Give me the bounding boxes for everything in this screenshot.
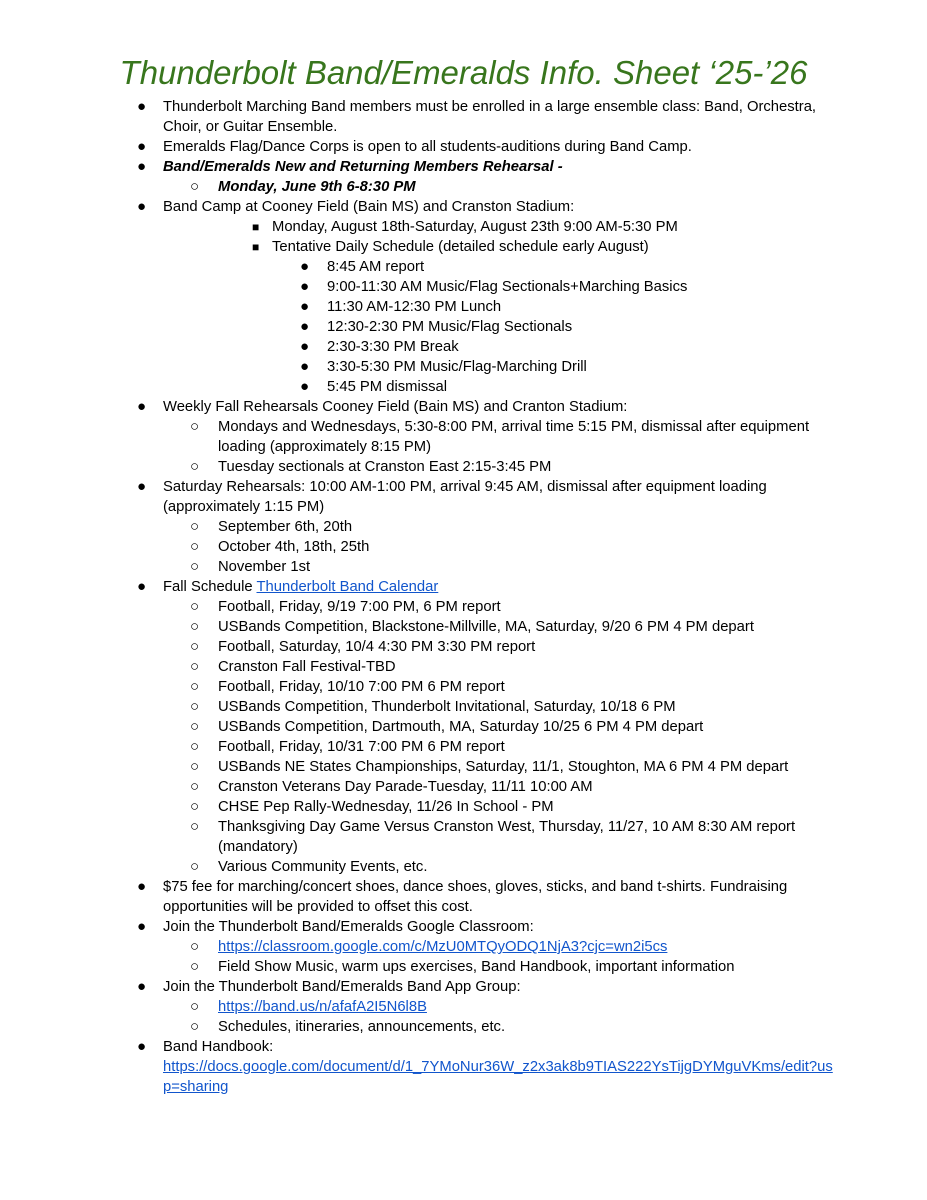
document-body [0,97,927,1097]
fall-schedule-heading [0,577,927,597]
fall-event [0,797,927,817]
list-item-text: Field Show Music, warm ups exercises, Band Handbook, important information [218,959,735,975]
saturday-item [0,537,927,557]
weekly-heading [0,397,927,417]
list-item-text: 3:30-5:30 PM Music/Flag-Marching Drill [327,359,587,375]
list-item-text: Thanksgiving Day Game Versus Cranston West, Thursday, 11/27, 10 AM 8:30 AM report (mandatory) [218,819,796,855]
fall-event [0,777,927,797]
bullet-circle-icon: ○ [190,538,200,555]
bullet-disc-icon: ● [137,478,147,495]
list-item-text: September 6th, 20th [218,519,353,535]
fall-event [0,737,927,757]
bullet-circle-icon: ○ [190,618,200,635]
page-title: Thunderbolt Band/Emeralds Info. Sheet ‘25-’26 [119,54,808,91]
list-item-text: USBands Competition, Dartmouth, MA, Saturday 10/25 6 PM 4 PM depart [218,719,704,735]
saturday-heading [0,477,927,517]
classroom-heading [0,917,927,937]
list-item-text: Thunderbolt Marching Band members must be enrolled in a large ensemble class: Band, Orchestra, Choir, or Guitar Ensemble. [163,99,817,135]
list-item-text: Emeralds Flag/Dance Corps is open to all students-auditions during Band Camp. [163,139,692,155]
bullet-circle-icon: ○ [190,598,200,615]
list-item-text: 11:30 AM-12:30 PM Lunch [327,299,502,315]
list-item-text: 9:00-11:30 AM Music/Flag Sectionals+Marching Basics [327,279,688,295]
schedule-item [0,337,927,357]
rehearsal-heading [0,157,927,177]
list-item-text: USBands Competition, Thunderbolt Invitational, Saturday, 10/18 6 PM [218,699,676,715]
bullet-circle-icon: ○ [190,938,200,955]
fee-item [0,877,927,917]
bullet-circle-icon: ○ [190,778,200,795]
handbook-label: Band Handbook: [163,1039,274,1055]
fall-event [0,697,927,717]
list-item-text: 5:45 PM dismissal [327,379,448,395]
list-item-text: Football, Friday, 10/31 7:00 PM 6 PM report [218,739,505,755]
band-app-desc-item [0,1017,927,1037]
bullet-circle-icon: ○ [190,638,200,655]
bullet-disc-icon: ● [137,978,147,995]
bullet-circle-icon: ○ [190,518,200,535]
fall-event [0,757,927,777]
weekly-item [0,417,927,457]
list-item-text: Schedules, itineraries, announcements, etc. [218,1019,506,1035]
band-camp-heading [0,197,927,217]
bullet-circle-icon: ○ [190,758,200,775]
list-item-text: 8:45 AM report [327,259,425,275]
list-item-text: USBands Competition, Blackstone-Millville, MA, Saturday, 9/20 6 PM 4 PM depart [218,619,754,635]
bullet-circle-icon: ○ [190,718,200,735]
bullet-disc-icon: ● [137,878,147,895]
bullet-disc-icon: ● [300,318,310,335]
band-camp-dates [0,217,927,237]
schedule-item [0,357,927,377]
bullet-disc-icon: ● [137,158,147,175]
bullet-square-icon: ■ [252,240,260,254]
bullet-disc-icon: ● [300,258,310,275]
fall-event [0,857,927,877]
bullet-circle-icon: ○ [190,858,200,875]
rehearsal-date [0,177,927,197]
list-item-text: 12:30-2:30 PM Music/Flag Sectionals [327,319,573,335]
bullet-disc-icon: ● [300,338,310,355]
schedule-item [0,257,927,277]
bullet-disc-icon: ● [300,358,310,375]
fall-event [0,677,927,697]
list-item-text: Tuesday sectionals at Cranston East 2:15-3:45 PM [218,459,552,475]
list-item [0,97,927,137]
band-camp-schedule-label [0,237,927,257]
band-calendar-link[interactable]: Thunderbolt Band Calendar [256,579,439,595]
bullet-circle-icon: ○ [190,818,200,835]
bullet-circle-icon: ○ [190,418,200,435]
bullet-disc-icon: ● [137,138,147,155]
list-item-text: Band/Emeralds New and Returning Members Rehearsal - [163,159,563,175]
bullet-circle-icon: ○ [190,658,200,675]
bullet-circle-icon: ○ [190,998,200,1015]
list-item-text: Football, Friday, 9/19 7:00 PM, 6 PM report [218,599,501,615]
list-item-text: Cranston Veterans Day Parade-Tuesday, 11/11 10:00 AM [218,779,593,795]
list-item-text: Join the Thunderbolt Band/Emeralds Google Classroom: [163,919,534,935]
band-app-link-item [0,997,927,1017]
weekly-item [0,457,927,477]
fall-event [0,597,927,617]
saturday-item [0,517,927,537]
list-item-text: CHSE Pep Rally-Wednesday, 11/26 In School - PM [218,799,554,815]
band-app-link[interactable]: https://band.us/n/afafA2I5N6l8B [218,999,427,1015]
list-item-text: $75 fee for marching/concert shoes, dance shoes, gloves, sticks, and band t-shirts. Fundraising opportunities will be provided to offset this cost. [163,879,788,915]
list-item-text: Football, Saturday, 10/4 4:30 PM 3:30 PM report [218,639,536,655]
bullet-square-icon: ■ [252,220,260,234]
list-item-text: Various Community Events, etc. [218,859,428,875]
list-item-text: Join the Thunderbolt Band/Emeralds Band App Group: [163,979,521,995]
bullet-circle-icon: ○ [190,558,200,575]
list-item-text: Cranston Fall Festival-TBD [218,659,396,675]
fall-event [0,657,927,677]
bullet-disc-icon: ● [300,378,310,395]
bullet-circle-icon: ○ [190,698,200,715]
bullet-disc-icon: ● [300,278,310,295]
bullet-circle-icon: ○ [190,738,200,755]
list-item-text: Band Camp at Cooney Field (Bain MS) and Cranston Stadium: [163,199,575,215]
fall-event [0,717,927,737]
fall-event [0,817,927,857]
bullet-circle-icon: ○ [190,458,200,475]
handbook-item [0,1037,927,1097]
fall-event [0,637,927,657]
bullet-circle-icon: ○ [190,958,200,975]
bullet-circle-icon: ○ [190,678,200,695]
bullet-disc-icon: ● [137,198,147,215]
list-item-text: Monday, June 9th 6-8:30 PM [218,179,416,195]
classroom-desc-item [0,957,927,977]
bullet-disc-icon: ● [137,1038,147,1055]
list-item-text: 2:30-3:30 PM Break [327,339,459,355]
classroom-link-item [0,937,927,957]
band-handbook-link[interactable]: https://docs.google.com/document/d/1_7YMoNur36W_z2x3ak8b9TIAS222YsTijgDYMguVKms/edit?usp=sharing [163,1059,833,1095]
google-classroom-link[interactable]: https://classroom.google.com/c/MzU0MTQyODQ1NjA3?cjc=wn2i5cs [218,939,668,955]
bullet-circle-icon: ○ [190,798,200,815]
schedule-item [0,297,927,317]
band-app-heading [0,977,927,997]
list-item-text: October 4th, 18th, 25th [218,539,370,555]
schedule-item [0,377,927,397]
bullet-circle-icon: ○ [190,1018,200,1035]
bullet-disc-icon: ● [137,98,147,115]
list-item-text: Weekly Fall Rehearsals Cooney Field (Bain MS) and Cranton Stadium: [163,399,628,415]
bullet-circle-icon: ○ [190,178,200,195]
list-item-text: Mondays and Wednesdays, 5:30-8:00 PM, arrival time 5:15 PM, dismissal after equipment loading (approximately 8:15 PM) [218,419,810,455]
list-item-text: Football, Friday, 10/10 7:00 PM 6 PM report [218,679,505,695]
fall-schedule-label: Fall Schedule [163,579,253,595]
schedule-item [0,317,927,337]
bullet-disc-icon: ● [300,298,310,315]
fall-event [0,617,927,637]
list-item [0,137,927,157]
list-item-text: Monday, August 18th-Saturday, August 23th 9:00 AM-5:30 PM [272,219,678,235]
list-item-text: Saturday Rehearsals: 10:00 AM-1:00 PM, arrival 9:45 AM, dismissal after equipment loading (approximately 1:15 PM) [163,479,767,515]
schedule-item [0,277,927,297]
bullet-disc-icon: ● [137,578,147,595]
list-item-text: USBands NE States Championships, Saturday, 11/1, Stoughton, MA 6 PM 4 PM depart [218,759,789,775]
bullet-disc-icon: ● [137,918,147,935]
list-item-text: Tentative Daily Schedule (detailed schedule early August) [272,239,649,255]
bullet-disc-icon: ● [137,398,147,415]
list-item-text: November 1st [218,559,311,575]
saturday-item [0,557,927,577]
